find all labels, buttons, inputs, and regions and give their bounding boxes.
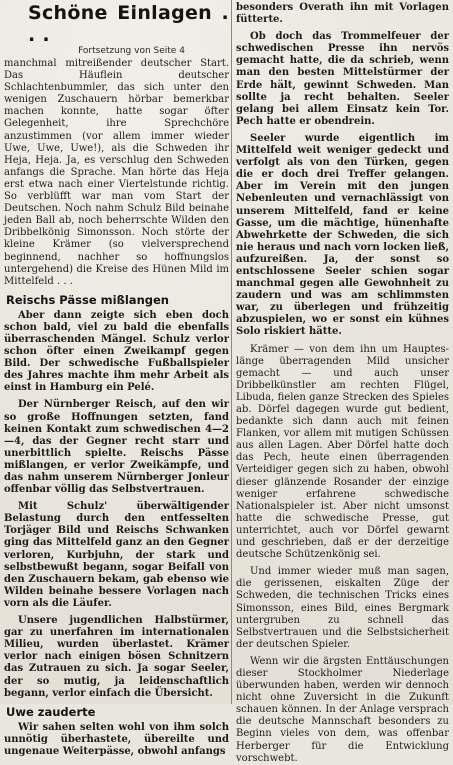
continuation-note: Fortsetzung von Seite 4 — [78, 46, 185, 56]
article-column-right — [236, 0, 449, 764]
paragraph: Wenn wir die ärgsten Enttäuschungen dieser Stockholmer Niederlage überwunden haben, werden wir dennoch nicht ohne Zuversicht in die Zukunft schauen können. In der Anlage versprach die deutsche Mannschaft besonders zu Beginn vieles von dem, was offenbar Herberger für die Entwicklung vorschwebt. — [236, 655, 449, 764]
paragraph: Mit Schulz' überwältigender Belastung durch den entfesselten Torjäger Bild und Reischs Schwanken ging das Mittelfeld ganz an den Gegner verloren, Kurbjuhn, der stark und selbstbewußt begann, sogar Beifall von den Zuschauern bekam, gab ebenso wie Wilden beinahe bessere Vorlagen nach vorn als die Läufer. — [4, 501, 229, 609]
paragraph: Krämer — von dem ihn um Hauptes-länge überragenden Mild unsicher gemacht — und auch unser Dribbelkünstler am rechten Flügel, Libuda, fielen ganze Strecken des Spieles ab. Dörfel dagegen wurde gut bedient, bedankte sich dann auch mit feinen Flanken, vor allem mit mutigen Schüssen aus allen Lagen. Aber Dörfel hatte doch das Pech, heute einen überragenden Verteidiger gegen sich zu haben, obwohl dieser glänzende Rosander der einzige weniger erfahrene schwedische Nationalspieler ist. Aber nicht umsonst hatte die schwedische Presse, gut unterrichtet, auch vor Dörfel gewarnt und geschrieben, daß er der derzeitige deutsche Schützenkönig sei. — [236, 343, 449, 561]
paragraph: Ob doch das Trommelfeuer der schwedischen Presse ihn nervös gemacht hatte, die da schrieb, wenn man den besten Mittelstürmer der Erde hält, gewinnt Schweden. Man sollte ja recht behalten. Seeler gelang bei allem Einsatz kein Tor. Pech hatte er obendrein. — [236, 31, 449, 127]
paragraph: Unsere jugendlichen Halbstürmer, gar zu unerfahren im internationalen Milieu, wurden überlastet. Krämer verlor nach einigen bösen Schnitzern das Zutrauen zu sich. Ja sogar Seeler, der so mutig, ja leidenschaftlich begann, verlor einfach die Übersicht. — [4, 615, 229, 699]
subheading: Reischs Pässe mißlangen — [6, 292, 169, 307]
paragraph: besonders Overath ihn mit Vorlagen fütterte. — [236, 2, 449, 26]
article-column-left — [4, 0, 229, 757]
paragraph: Aber dann zeigte sich eben doch schon bald, viel zu bald die ebenfalls überraschenden Mängel. Schulz verlor schon öfter einen Zweikampf gegen Bild. Der schwedische Fußballspieler des Jahres machte ihm mehr Arbeit als einst in Hamburg ein Pelé. — [4, 309, 229, 394]
subheading: Uwe zauderte — [6, 704, 96, 719]
article-headline: Schöne Einlagen . . . — [28, 2, 229, 46]
paragraph: Wir sahen selten wohl von ihm solch unnötig überhastete, übereilte und ungenaue Weiterpässe, obwohl anfangs — [4, 721, 229, 757]
paragraph: Seeler wurde eigentlich im Mittelfeld weit weniger gedeckt und verfolgt als von den Türken, gegen die er doch drei Treffer gelangen. Aber im Verein mit den jungen Nebenleuten und vernachlässigt von unserem Mittelfeld, fand er keine Gasse, um die mächtige, hünenhafte Abwehrkette der Schweden, die sich nie heraus und nach vorn locken ließ, aufzureißen. Ja, der sonst so entschlossene Seeler schien sogar manchmal gegen alle Gewohnheit zu zaudern und was am schlimmsten war, zu überlegen und frühzeitig abzuspielen, wo er sonst ein kühnes Solo riskiert hätte. — [236, 132, 449, 338]
column-divider — [231, 0, 232, 704]
paragraph: Der Nürnberger Reisch, auf den wir so große Hoffnungen setzten, fand keinen Kontakt zum schwedischen 4—2—4, das der Gegner recht starr und unerbittlich spielte. Reischs Pässe mißlangen, er verlor Zweikämpfe, und das nahm unserem Nürnberger Jonleur offenbar völlig das Selbstvertrauen. — [4, 399, 229, 496]
paragraph: manchmal mitreißender deutscher Start. Das Häuflein deutscher Schlachtenbummler, das sich unter den wenigen Zuschauern hörbar bemerkbar machen konnte, hatte sogar öfter Gelegenheit, ihre Sprechchöre anzustimmen (vor allem immer wieder Uwe, Uwe, Uwe!), als die Schweden ihr Heja, Heja. Ja, es verschlug den Schweden anfangs die Sprache. Man hörte das Heja erst etwa nach einer Viertelstunde richtig. So verblüfft war man vom Start der Deutschen. Noch nahm Schulz Bild beinahe jeden Ball ab, noch beherrschte Wilden den Dribbelkönig Simonsson. Noch störte der kleine Krämer (so vielversprechend beginnend, nachher so hoffnungslos untergehend) die Kreise des Hünen Mild im Mittelfeld . . . — [4, 58, 229, 287]
paragraph: Und immer wieder muß man sagen, die gerissenen, eiskalten Züge der Schweden, die technischen Tricks eines Simonsson, eines Bild, eines Bergmark untergruben zu schnell das Selbstvertrauen und die Selbstsicherheit der deutschen Spieler. — [236, 566, 449, 650]
